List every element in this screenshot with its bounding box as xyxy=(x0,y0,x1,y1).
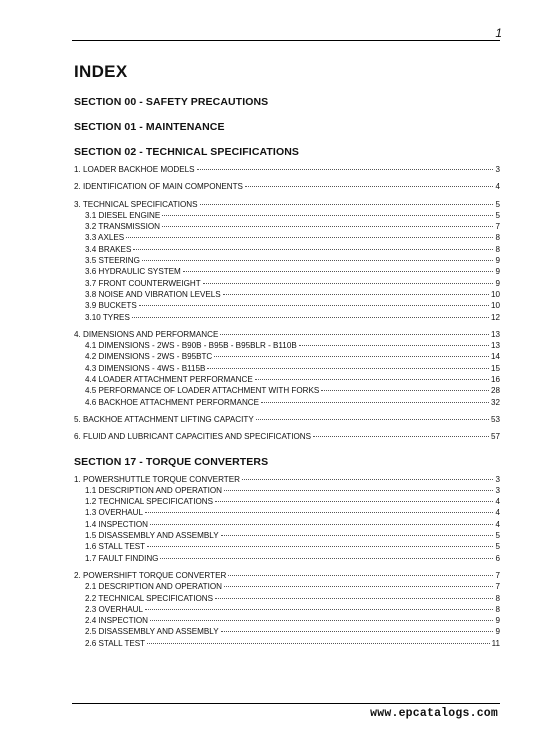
toc-entry-title: 4.2 DIMENSIONS - 2WS - B95BTC xyxy=(85,352,213,362)
dot-leader xyxy=(162,226,494,227)
toc-subentry[interactable] xyxy=(74,593,500,604)
toc-subentry[interactable] xyxy=(74,397,500,408)
toc-entry-page: 12 xyxy=(490,312,500,322)
page-number: 1 xyxy=(495,26,502,40)
dot-leader xyxy=(223,294,489,295)
toc-entry-page: 3 xyxy=(495,474,500,484)
toc-entry-title: 3.10 TYRES xyxy=(85,312,130,322)
toc-entry-title: 4.3 DIMENSIONS - 4WS - B115B xyxy=(85,363,206,373)
dot-leader xyxy=(147,546,493,547)
dot-leader xyxy=(221,631,494,632)
toc-entry-title: 1.7 FAULT FINDING xyxy=(85,553,159,563)
toc-entry-title: 4. DIMENSIONS AND PERFORMANCE xyxy=(74,329,219,339)
toc-entry-page: 5 xyxy=(495,531,500,541)
toc-entry-page: 9 xyxy=(495,278,500,288)
toc-subentry[interactable] xyxy=(74,351,500,362)
index-title: INDEX xyxy=(74,62,128,81)
dot-leader xyxy=(221,535,494,536)
toc-entry-title: 4.1 DIMENSIONS - 2WS - B90B - B95B - B95BLR - B110B xyxy=(85,341,297,351)
dot-leader xyxy=(150,524,494,525)
toc-entry-page: 3 xyxy=(495,165,500,174)
toc-entry-page: 4 xyxy=(495,182,500,192)
toc-entry-page: 14 xyxy=(490,352,500,362)
toc-entry-page: 11 xyxy=(491,638,500,648)
toc-entry-page: 57 xyxy=(490,432,500,442)
toc-entry-title: 2.5 DISASSEMBLY AND ASSEMBLY xyxy=(85,627,219,637)
footer-website[interactable]: www.epcatalogs.com xyxy=(370,707,498,720)
toc-entry-title: 3.9 BUCKETS xyxy=(85,301,137,311)
toc-entry-title: 3. TECHNICAL SPECIFICATIONS xyxy=(74,199,198,209)
toc-entry-page: 16 xyxy=(490,375,500,385)
toc-subentry[interactable] xyxy=(74,385,500,396)
toc-subentry[interactable] xyxy=(74,340,500,351)
toc-entry-page: 53 xyxy=(490,414,500,424)
toc-subentry[interactable] xyxy=(74,244,500,255)
toc-entry-title: 3.6 HYDRAULIC SYSTEM xyxy=(85,267,181,277)
toc-subentry[interactable] xyxy=(74,541,500,552)
toc-entry-title: 4.4 LOADER ATTACHMENT PERFORMANCE xyxy=(85,375,253,385)
dot-leader xyxy=(203,283,494,284)
toc-entry-title: 3.5 STEERING xyxy=(85,256,140,266)
toc-entry-title: 1.5 DISASSEMBLY AND ASSEMBLY xyxy=(85,531,219,541)
toc-entry-page: 8 xyxy=(495,604,500,614)
toc-subentry[interactable] xyxy=(74,638,500,649)
toc-entry-title: 3.2 TRANSMISSION xyxy=(85,222,160,232)
toc-subentry[interactable] xyxy=(74,210,500,221)
toc-sections xyxy=(74,96,500,649)
toc-entry-page: 32 xyxy=(490,397,500,407)
dot-leader xyxy=(133,249,493,250)
toc-subentry[interactable] xyxy=(74,581,500,592)
dot-leader xyxy=(142,260,494,261)
toc-entry-page: 28 xyxy=(490,386,500,396)
toc-entry-title: 1. LOADER BACKHOE MODELS xyxy=(74,165,195,174)
toc-entry-title: 3.4 BRAKES xyxy=(85,244,132,254)
dot-leader xyxy=(132,317,489,318)
footer-rule xyxy=(72,703,500,704)
toc-entry-page: 8 xyxy=(495,233,500,243)
dot-leader xyxy=(313,436,489,437)
dot-leader xyxy=(160,558,493,559)
toc-entry-title: 1.6 STALL TEST xyxy=(85,542,146,552)
dot-leader xyxy=(245,186,494,187)
toc-entry-page: 9 xyxy=(495,627,500,637)
toc-group xyxy=(74,199,500,323)
toc-subentry[interactable] xyxy=(74,604,500,615)
toc-subentry[interactable] xyxy=(74,626,500,637)
section-heading[interactable]: SECTION 00 - SAFETY PRECAUTIONS xyxy=(74,96,269,108)
dot-leader xyxy=(228,575,493,576)
toc-entry-title: 3.3 AXLES xyxy=(85,233,125,243)
dot-leader xyxy=(162,215,493,216)
toc-entry-title: 1.4 INSPECTION xyxy=(85,519,148,529)
dot-leader xyxy=(224,490,493,491)
dot-leader xyxy=(147,643,489,644)
toc-entry[interactable] xyxy=(74,329,500,340)
dot-leader xyxy=(197,169,494,170)
dot-leader xyxy=(224,586,493,587)
toc-entry-page: 6 xyxy=(495,553,500,563)
toc-entry-page: 7 xyxy=(495,582,500,592)
toc-entry[interactable] xyxy=(74,414,500,425)
dot-leader xyxy=(207,368,489,369)
toc-entry-page: 10 xyxy=(490,289,500,299)
toc-subentry[interactable] xyxy=(74,312,500,323)
toc-section xyxy=(74,456,500,649)
dot-leader xyxy=(215,598,493,599)
toc-group xyxy=(74,414,500,425)
toc-subentry[interactable] xyxy=(74,615,500,626)
toc-entry-title: 5. BACKHOE ATTACHMENT LIFTING CAPACITY xyxy=(74,414,254,424)
toc-section xyxy=(74,96,500,108)
toc-subentry[interactable] xyxy=(74,300,500,311)
toc-entry-page: 10 xyxy=(490,301,500,311)
dot-leader xyxy=(321,390,489,391)
toc-subentry[interactable] xyxy=(74,289,500,300)
toc-entry-page: 5 xyxy=(495,199,500,209)
toc-subentry[interactable] xyxy=(74,278,500,289)
toc-entry-title: 1.1 DESCRIPTION AND OPERATION xyxy=(85,485,223,495)
toc-entry[interactable] xyxy=(74,199,500,210)
dot-leader xyxy=(183,271,494,272)
toc-subentry[interactable] xyxy=(74,553,500,564)
dot-leader xyxy=(256,419,489,420)
toc-subentry[interactable] xyxy=(74,255,500,266)
dot-leader xyxy=(139,305,489,306)
toc-subentry[interactable] xyxy=(74,485,500,496)
section-heading[interactable]: SECTION 02 - TECHNICAL SPECIFICATIONS xyxy=(74,146,299,158)
toc-entry-page: 13 xyxy=(490,341,500,351)
dot-leader xyxy=(150,620,494,621)
toc-subentry[interactable] xyxy=(74,519,500,530)
toc-entry[interactable] xyxy=(74,570,500,581)
toc-entry-page: 3 xyxy=(495,485,500,495)
toc-entry-title: 3.1 DIESEL ENGINE xyxy=(85,210,161,220)
toc-section xyxy=(74,146,500,443)
dot-leader xyxy=(220,334,489,335)
toc-entry-title: 2.6 STALL TEST xyxy=(85,638,146,648)
toc-group xyxy=(74,329,500,408)
toc-entry-title: 3.7 FRONT COUNTERWEIGHT xyxy=(85,278,201,288)
toc-subentry[interactable] xyxy=(74,507,500,518)
toc-entry-page: 5 xyxy=(495,542,500,552)
toc-subentry[interactable] xyxy=(74,496,500,507)
toc-section xyxy=(74,121,500,133)
toc-subentry[interactable] xyxy=(74,266,500,277)
toc-entry-title: 1. POWERSHUTTLE TORQUE CONVERTER xyxy=(74,474,240,484)
dot-leader xyxy=(261,402,489,403)
toc-entry-page: 9 xyxy=(495,267,500,277)
toc-subentry[interactable] xyxy=(74,530,500,541)
toc-entry-title: 4.5 PERFORMANCE OF LOADER ATTACHMENT WITH FORKS xyxy=(85,386,320,396)
section-heading[interactable]: SECTION 01 - MAINTENANCE xyxy=(74,121,225,133)
toc-entry[interactable] xyxy=(74,181,500,192)
toc-entry-page: 4 xyxy=(495,519,500,529)
toc-entry-title: 2.4 INSPECTION xyxy=(85,616,148,626)
toc-entry-page: 4 xyxy=(495,508,500,518)
dot-leader xyxy=(255,379,489,380)
dot-leader xyxy=(145,512,493,513)
toc-entry-page: 13 xyxy=(490,329,500,339)
toc-entry-page: 8 xyxy=(495,244,500,254)
dot-leader xyxy=(200,204,494,205)
toc-subentry[interactable] xyxy=(74,363,500,374)
toc-entry-title: 3.8 NOISE AND VIBRATION LEVELS xyxy=(85,289,221,299)
toc-entry-page: 5 xyxy=(495,210,500,220)
toc-entry-page: 4 xyxy=(495,497,500,507)
header-rule xyxy=(72,40,500,41)
toc-entry[interactable] xyxy=(74,164,500,175)
dot-leader xyxy=(145,609,493,610)
toc-entry[interactable] xyxy=(74,431,500,442)
toc-entry-title: 2. POWERSHIFT TORQUE CONVERTER xyxy=(74,570,227,580)
toc-entry-page: 8 xyxy=(495,593,500,603)
toc-subentry[interactable] xyxy=(74,221,500,232)
toc-entry-page: 15 xyxy=(490,363,500,373)
toc-entry-title: 1.2 TECHNICAL SPECIFICATIONS xyxy=(85,497,214,507)
toc-entry-title: 2. IDENTIFICATION OF MAIN COMPONENTS xyxy=(74,182,243,192)
toc-entry[interactable] xyxy=(74,474,500,485)
toc-entry-page: 9 xyxy=(495,256,500,266)
dot-leader xyxy=(242,479,494,480)
toc-group xyxy=(74,431,500,442)
toc-entry-title: 2.1 DESCRIPTION AND OPERATION xyxy=(85,582,223,592)
dot-leader xyxy=(214,356,489,357)
toc-entry-title: 2.3 OVERHAUL xyxy=(85,604,144,614)
toc-entry-title: 2.2 TECHNICAL SPECIFICATIONS xyxy=(85,593,214,603)
toc-entry-page: 7 xyxy=(495,222,500,232)
dot-leader xyxy=(299,345,489,346)
toc-subentry[interactable] xyxy=(74,232,500,243)
toc-group xyxy=(74,181,500,192)
toc-group xyxy=(74,570,500,649)
toc-entry-title: 1.3 OVERHAUL xyxy=(85,508,144,518)
index-content xyxy=(74,62,500,655)
toc-group xyxy=(74,474,500,564)
dot-leader xyxy=(126,237,493,238)
toc-entry-title: 6. FLUID AND LUBRICANT CAPACITIES AND SPECIFICATIONS xyxy=(74,432,312,442)
toc-entry-page: 7 xyxy=(495,570,500,580)
toc-group xyxy=(74,164,500,175)
toc-entry-title: 4.6 BACKHOE ATTACHMENT PERFORMANCE xyxy=(85,397,260,407)
toc-entry-page: 9 xyxy=(495,616,500,626)
toc-subentry[interactable] xyxy=(74,374,500,385)
dot-leader xyxy=(215,501,493,502)
section-heading[interactable]: SECTION 17 - TORQUE CONVERTERS xyxy=(74,455,269,468)
